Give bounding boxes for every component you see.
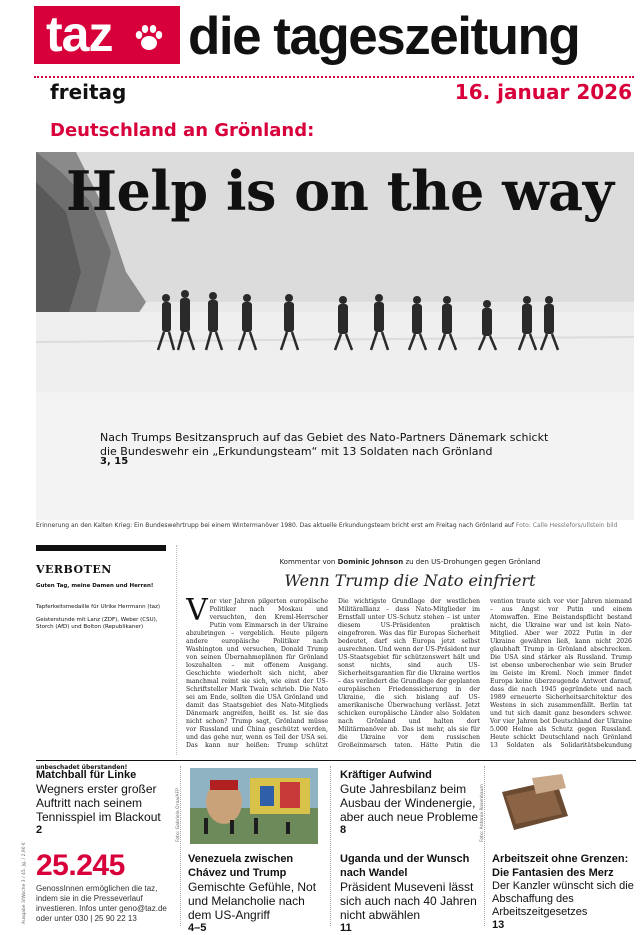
teaser-body: Präsident Museveni lässt sich auch nach 40 Jahren nicht abwählen	[340, 880, 477, 922]
verboten-list	[36, 604, 166, 637]
photo-credit: Foto: Calle Hesslefors/ullstein bild	[515, 522, 618, 529]
teaser-body: Der Kanzler wünscht sich die Abschaffung des Arbeitszeitgesetzes	[492, 880, 634, 918]
teaser-venezuela[interactable]	[188, 852, 326, 935]
bottom-divider	[36, 760, 636, 761]
commentary-intro-prefix: Kommentar von	[279, 558, 336, 566]
issue-date: 16. januar 2026	[454, 80, 632, 104]
taz-logo: taz	[46, 6, 113, 62]
column-divider	[176, 545, 177, 755]
teaser-page: 4–5	[188, 922, 207, 934]
commentary-intro	[190, 558, 630, 567]
verboten-bar	[36, 545, 166, 551]
paw-icon	[134, 24, 164, 52]
subscriber-text: GenossInnen ermöglichen die taz, indem sie in die Presseverlauf investieren. Infos unter geno@taz.de oder unter 030 | 25 90 22 13	[36, 884, 167, 923]
commentary-author: Dominic Johnson	[337, 558, 404, 566]
photo-caption	[36, 522, 636, 530]
top-story-page-ref: 3, 15	[100, 456, 129, 467]
teaser-linke[interactable]	[36, 768, 176, 837]
bottom-column-divider	[330, 766, 331, 926]
teaser-merz[interactable]	[492, 852, 638, 932]
teaser-body: Gemischte Gefühle, Not und Melancholie nach dem US-Angriff	[188, 880, 317, 922]
issue-day: freitag	[50, 80, 127, 104]
commentary-column-3: vention traute sich vor vier Jahren niemand – aus Angst vor Putin und einem Atomwaffen. Eine Beistandspflicht bestand nicht, die Ukraine war und ist kein Nato-Mitglied. Aber wer 2022 Putin in der Ukraine gewähren ließ, kann nicht 2026 glaubhaft Trump in Grönland abschrecken. Die USA sind stärker als Russland. Trump ist ebenso unberechenbar wie sein Bruder im Geiste im Kreml. Noch immer findet Europa keine überzeugende Antwort darauf, dass die nach 1945 gegründete und nach 1989 erneuerte Sicherheitsarchitektur des Westens in sich zusammenfällt. Berlin tat und tut sich damit ganz besonders schwer. Vor vier Jahren bot Deutschland der Ukraine 5.000 Helme als Schutz gegen Russland. Heute schickt Deutschland nach Grönland 13 Soldaten als Solidaritätsbekundung	[490, 598, 632, 749]
teaser-headline: Uganda und der Wunsch nach Wandel	[340, 853, 470, 879]
newspaper-title: die tageszeitung	[188, 7, 580, 66]
verboten-greeting: Guten Tag, meine Damen und Herren!	[36, 583, 154, 589]
teaser-body: Gute Jahresbilanz beim Ausbau der Windenergie, aber auch neue Probleme	[340, 782, 479, 824]
top-story-lead: Nach Trumps Besitzanspruch auf das Gebiet des Nato-Partners Dänemark schickt die Bundeswehr ein „Erkundungsteam“ mit 13 Soldaten nach Grönland	[100, 431, 549, 458]
verboten-closing: unbeschadet überstanden!	[36, 764, 128, 771]
teaser-headline: Arbeitszeit ohne Grenzen: Die Fantasien des Merz	[492, 853, 629, 879]
verboten-item: Geisterstunde mit Lanz (ZDF), Weber (CSU), Storch (AfD) und Bolton (Republikaner)	[36, 616, 158, 630]
teaser-headline: Venezuela zwischen Chávez und Trump	[188, 853, 294, 879]
teaser-page: 2	[36, 824, 43, 836]
verboten-item: Tapferkeitsmedaille für Ulrike Herrmann (taz)	[36, 604, 161, 610]
wallet-icon	[492, 772, 576, 844]
issue-info: Ausgabe 3/Woche 3 / 45. Jg. / 2,90 €	[22, 842, 27, 924]
teaser-headline: Kräftiger Aufwind	[340, 769, 432, 781]
commentary-column-2: Die wichtigste Grundlage der westlichen Militärallianz – dass Nato-Mitglieder im Ernstfall unter US-Schutz stehen – ist unter diesem US-Präsidenten praktisch eingefroren. Was das für Europas Sicherheit bedeutet, darf sich Europa jetzt selbst ausrechnen. Und wenn der US-Präsident nur US-Staatsgebiet für schützenswert hält und sonst nichts, sind auch US-Sicherheitsgarantien für die Ukraine wertlos – das verändert die Grundlage der geplanten europäischen Friedenssicherung in der Ukraine, die sich bislang auf US-amerikanische Überwachung verlässt. Jetzt schicken europäische Länder also Soldaten nach Grönland und halten dort Militärmanöver ab. Das ist mehr, als sie für die Ukraine vor dem russischen Großeinmarsch taten. Hätte Putin die	[338, 598, 480, 749]
teaser-page: 11	[340, 922, 352, 934]
top-story-headline: Help is on the way	[66, 159, 614, 223]
photo-credit-1: Foto: Gabriela Oraa/AFP	[176, 788, 181, 842]
teaser-wind[interactable]	[340, 768, 480, 837]
commentary-title: Wenn Trump die Nato einfriert	[284, 571, 536, 590]
teaser-page: 8	[340, 824, 347, 836]
subscriber-count: 25.245	[36, 849, 125, 882]
commentary-intro-suffix: zu den US-Drohungen gegen Grönland	[405, 558, 541, 566]
verboten-title: VERBOTEN	[36, 563, 112, 576]
commentary-dropcap: V	[186, 598, 208, 628]
commentary-text-1: or vier Jahren pilgerten europäische Politiker nach Moskau und versuchten, den Kreml-Herrscher Putin vom Einmarsch in der Ukraine abzubringen – vergeblich. Heute pilgern andere europäische Politiker nach Washington und versuchen, Donald Trump von seinen Übernahmeplänen für Grönland loszuhalten – mit offenem Ausgang. Geschichte wiederholt sich nicht, aber manchmal reimt sie sich, wie einst der US-Schriftsteller Mark Twain schrieb. Die Nato sei am Ende, sollten die USA Grönland und damit das Staatsgebiet des Nato-Mitglieds Dänemark angreifen, heißt es. Ist sie das nicht schon? Trump sagt, Grönland müsse vor Russland und China geschützt werden, und das gehe nur, wenn es Teil der USA sei. Das kann nur heißen: Trump schützt	[186, 598, 328, 749]
teaser-uganda[interactable]	[340, 852, 480, 935]
commentary-column-1	[186, 598, 328, 750]
top-story-kicker: Deutschland an Grönland:	[50, 120, 315, 141]
teaser-body: Wegners erster großer Auftritt nach seinem Tennisspiel im Blackout	[36, 782, 161, 824]
mural-image	[190, 768, 318, 844]
photo-caption-text: Erinnerung an den Kalten Krieg: Ein Bundeswehrtrupp bei einem Wintermanöver 1980. Das aktuelle Erkundungsteam bricht erst am Freitag nach Grönland auf	[36, 522, 514, 529]
teaser-headline: Matchball für Linke	[36, 769, 137, 781]
wallet-image	[492, 772, 576, 844]
photo-credit-2: Foto: Antonia Rosenbaum	[480, 784, 485, 842]
venezuela-image	[190, 768, 318, 844]
teaser-page: 13	[492, 919, 505, 931]
masthead-divider	[34, 76, 634, 78]
